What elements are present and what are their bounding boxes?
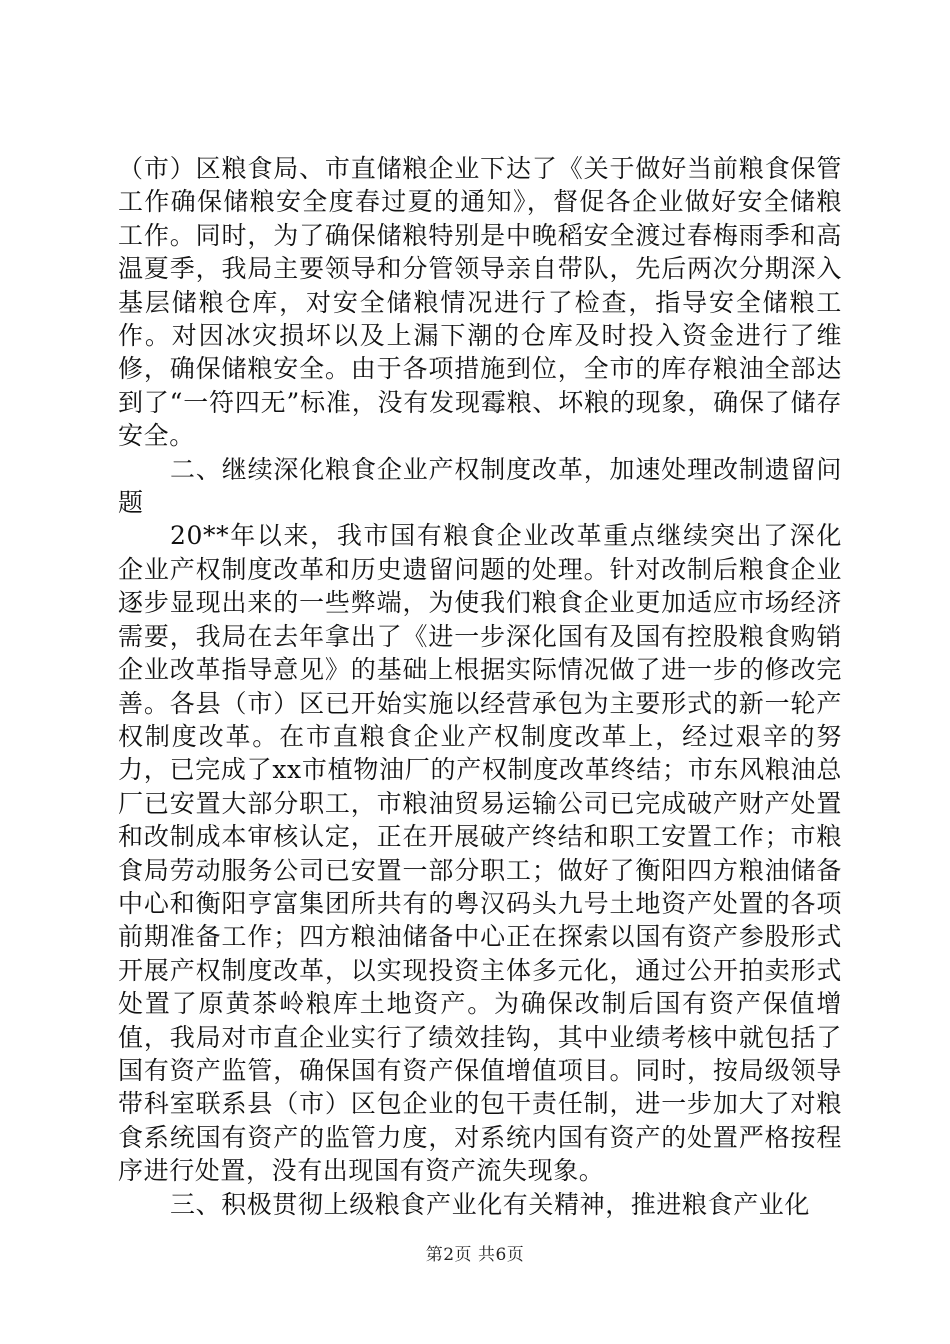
paragraph-property-reform: 20**年以来，我市国有粮食企业改革重点继续突出了深化企业产权制度改革和历史遗留问题的处理。针对改制后粮食企业逐步显现出来的一些弊端，为使我们粮食企业更加适应市场经济需要，我局在去年拿出了《进一步深化国有及国有控股粮食购销企业改革指导意见》的基础上根据实际情况做了进一步的修改完善。各县（市）区已开始实施以经营承包为主要形式的新一轮产权制度改革。在市直粮食企业产权制度改革上，经过艰辛的努力，已完成了xx市植物油厂的产权制度改革终结；市东风粮油总厂已安置大部分职工，市粮油贸易运输公司已完成破产财产处置和改制成本审核认定，正在开展破产终结和职工安置工作；市粮食局劳动服务公司已安置一部分职工；做好了衡阳四方粮油储备中心和衡阳亨富集团所共有的粤汉码头九号土地资产处置的各项前期准备工作；四方粮油储备中心正在探索以国有资产参股形式开展产权制度改革，以实现投资主体多元化，通过公开拍卖形式处置了原黄茶岭粮库土地资产。为确保改制后国有资产保值增值，我局对市直企业实行了绩效挂钩，其中业绩考核中就包括了国有资产监管，确保国有资产保值增值项目。同时，按局级领导带科室联系县（市）区包企业的包干责任制，进一步加大了对粮食系统国有资产的监管力度，对系统内国有资产的处置严格按程序进行处置，没有出现国有资产流失现象。 [118,521,842,1186]
paragraph-storage-safety: （市）区粮食局、市直储粮企业下达了《关于做好当前粮食保管工作确保储粮安全度春过夏的通知》，督促各企业做好安全储粮工作。同时，为了确保储粮特别是中晚稻安全渡过春梅雨季和高温夏季，我局主要领导和分管领导亲自带队，先后两次分期深入基层储粮仓库，对安全储粮情况进行了检查，指导安全储粮工作。对因冰灾损坏以及上漏下潮的仓库及时投入资金进行了维修，确保储粮安全。由于各项措施到位，全市的库存粮油全部达到了“一符四无”标准，没有发现霉粮、坏粮的现象，确保了储存安全。 [118,154,842,451]
document-body [118,152,842,1221]
section-heading-property-reform: 二、继续深化粮食企业产权制度改革，加速处理改制遗留问题 [118,454,842,518]
section-heading-industrialization: 三、积极贯彻上级粮食产业化有关精神，推进粮食产业化 [170,1189,811,1219]
page-number-footer: 第2页 共6页 [425,1245,525,1265]
